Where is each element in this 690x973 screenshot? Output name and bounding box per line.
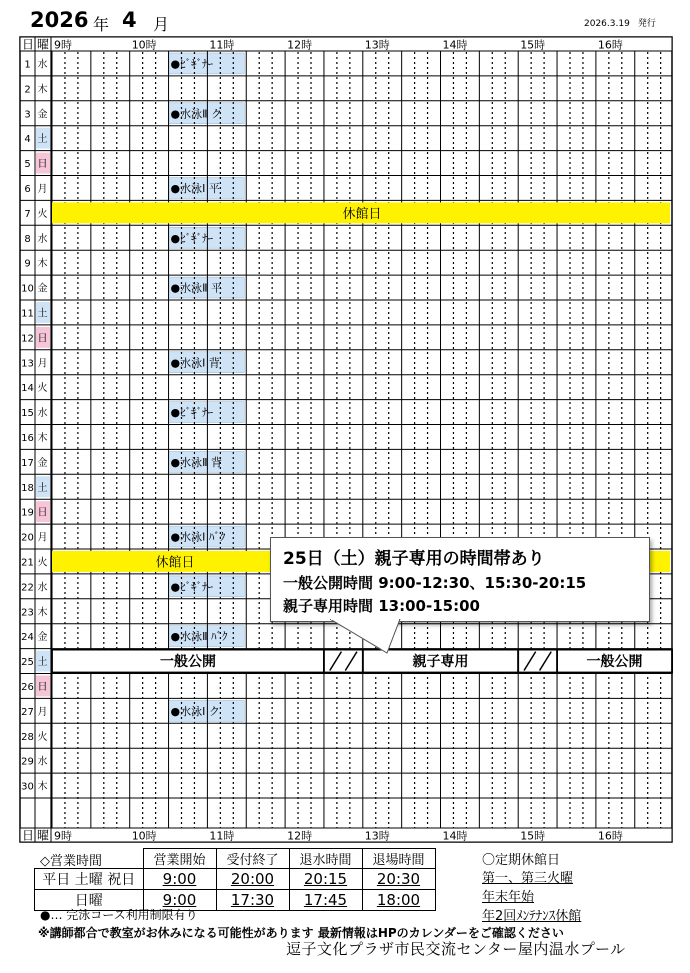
hours-table-header	[35, 849, 436, 869]
weekday-label: 木	[37, 781, 48, 793]
course-label: ●水泳Ⅰ 背	[170, 356, 220, 370]
day25-segment-label: 一般公開	[159, 654, 216, 671]
hour-label: 16時	[597, 829, 623, 843]
course-label: ●水泳Ⅱ ﾊﾞｸ	[170, 630, 228, 644]
day-number: 8	[24, 233, 31, 245]
day-number: 25	[21, 657, 34, 669]
hour-label: 12時	[287, 829, 313, 843]
course-label: ●ﾋﾞｷﾞﾅｰ	[170, 406, 214, 420]
weekday-label: 月	[37, 532, 48, 544]
time-cell: 9:00	[143, 869, 216, 890]
hour-label: 13時	[364, 829, 390, 843]
course-label: ●水泳Ⅱ 平	[170, 281, 223, 295]
day25-callout	[270, 537, 650, 622]
hour-label: 11時	[209, 38, 235, 52]
closure-item: 年2回ﾒﾝﾃﾅﾝｽ休館	[482, 909, 582, 924]
day-number: 15	[21, 408, 34, 420]
weekday-label: 水	[37, 233, 48, 245]
time-cell: 17:45	[289, 890, 362, 911]
weekday-label: 月	[37, 706, 48, 718]
day-number: 24	[21, 632, 34, 644]
grid-frame	[20, 37, 672, 842]
day-header: 日	[22, 37, 35, 52]
day-number: 13	[21, 358, 34, 370]
weekday-label: 日	[37, 333, 48, 345]
day-number: 29	[21, 756, 34, 768]
day-number: 11	[21, 308, 34, 320]
closure-item: 年末年始	[482, 890, 535, 905]
weekday-label: 水	[37, 756, 48, 768]
day-number: 10	[21, 283, 34, 295]
weekday-label: 金	[37, 283, 48, 295]
hour-header-row	[20, 828, 672, 842]
day-number: 5	[24, 159, 31, 171]
weekday-label: 金	[37, 457, 48, 469]
weekday-label: 月	[37, 358, 48, 370]
callout-family-hours: 親子専用時間 13:00-15:00	[283, 597, 480, 615]
weekday-header: 曜	[37, 37, 50, 52]
row-label: 日曜	[35, 890, 144, 911]
hour-label: 11時	[209, 829, 235, 843]
weekday-label: 火	[37, 208, 48, 220]
issued-label: 発行	[637, 19, 656, 29]
hour-label: 15時	[520, 38, 546, 52]
weekday-label: 土	[37, 657, 48, 669]
closure-item: 第一、第三火曜	[482, 871, 574, 886]
hours-title: ◇営業時間	[40, 854, 102, 869]
day-number: 3	[24, 109, 31, 121]
col-reception-end: 受付終了	[216, 849, 289, 869]
weekday-label: 日	[37, 507, 48, 519]
course-label: ●水泳Ⅰ 平	[170, 181, 220, 195]
hour-label: 12時	[287, 38, 313, 52]
day-number: 1	[24, 59, 31, 71]
disclaimer-note: ※講師都合で教室がお休みになる可能性があります 最新情報はHPのカレンダーをご確認ください	[38, 926, 564, 940]
time-cell: 20:30	[362, 869, 435, 890]
month-unit: 月	[153, 15, 170, 34]
col-exit-water: 退水時間	[289, 849, 362, 869]
course-label: ●ﾋﾞｷﾞﾅｰ	[170, 57, 214, 71]
day-number: 6	[24, 183, 31, 195]
weekday-header: 曜	[37, 828, 50, 843]
day-number: 21	[21, 557, 34, 569]
row-label: 平日 土曜 祝日	[35, 869, 144, 890]
weekday-label: 木	[37, 258, 48, 270]
course-label: ●ﾋﾞｷﾞﾅｰ	[170, 231, 214, 245]
day-number: 16	[21, 432, 34, 444]
day-number: 9	[24, 258, 31, 270]
weekday-label: 木	[37, 607, 48, 619]
closed-day-label: 休館日	[342, 206, 382, 222]
callout-title: 25日（土）親子専用の時間帯あり	[283, 549, 545, 569]
transition-block	[518, 650, 557, 673]
hour-label: 16時	[597, 38, 623, 52]
weekday-label: 木	[37, 432, 48, 444]
hour-label: 10時	[131, 38, 157, 52]
day-number: 26	[21, 681, 34, 693]
col-exit-building: 退場時間	[362, 849, 435, 869]
day-number: 17	[21, 457, 34, 469]
hour-label: 14時	[442, 829, 468, 843]
day25-segment-label: 一般公開	[586, 654, 643, 671]
day-header: 日	[22, 828, 35, 843]
day-number: 12	[21, 333, 34, 345]
weekday-label: 水	[37, 408, 48, 420]
day-number: 28	[21, 731, 34, 743]
hours-table	[34, 848, 436, 911]
day-number: 7	[24, 208, 31, 220]
callout-general-hours: 一般公開時間 9:00-12:30、15:30-20:15	[283, 574, 587, 592]
weekday-label: 火	[37, 557, 48, 569]
closed-day-label: 休館日	[155, 555, 195, 571]
callout-pointer	[330, 619, 410, 659]
legend-note: ●… 完泳コース利用制限有り	[40, 908, 198, 922]
weekday-label: 火	[37, 731, 48, 743]
weekday-label: 金	[37, 109, 48, 121]
weekday-label: 土	[37, 482, 48, 494]
time-cell: 9:00	[143, 890, 216, 911]
year-unit: 年	[93, 15, 110, 34]
weekday-label: 水	[37, 582, 48, 594]
year: 2026	[30, 8, 89, 32]
weekday-label: 月	[37, 183, 48, 195]
weekday-label: 水	[37, 59, 48, 71]
hour-label: 15時	[520, 829, 546, 843]
weekday-label: 金	[37, 632, 48, 644]
weekday-label: 土	[37, 134, 48, 146]
day25-segment-label: 親子専用	[412, 654, 469, 671]
day-number: 22	[21, 582, 34, 594]
hour-label: 14時	[442, 38, 468, 52]
facility-name: 逗子文化プラザ市民交流センター屋内温水プール	[286, 940, 626, 958]
time-cell: 20:15	[289, 869, 362, 890]
hour-label: 9時	[54, 38, 72, 52]
hour-label: 10時	[131, 829, 157, 843]
closures-title: 〇定期休館日	[482, 853, 561, 868]
day-number: 19	[21, 507, 34, 519]
day-number: 20	[21, 532, 34, 544]
time-cell: 18:00	[362, 890, 435, 911]
weekday-label: 土	[37, 308, 48, 320]
col-open: 営業開始	[143, 849, 216, 869]
day-number: 23	[21, 607, 34, 619]
hour-label: 9時	[54, 829, 72, 843]
day-number: 4	[24, 134, 31, 146]
weekday-label: 日	[37, 159, 48, 171]
hours-row-weekday	[35, 869, 436, 890]
course-label: ●ﾋﾞｷﾞﾅｰ	[170, 580, 214, 594]
month: 4	[122, 8, 137, 32]
course-label: ●水泳Ⅱ 背	[170, 455, 223, 469]
day-number: 27	[21, 706, 34, 718]
hour-label: 13時	[364, 38, 390, 52]
time-cell: 17:30	[216, 890, 289, 911]
course-label: ●水泳Ⅰ ﾊﾞｸ	[170, 530, 226, 544]
day-number: 30	[21, 781, 34, 793]
weekday-label: 木	[37, 84, 48, 96]
course-label: ●水泳Ⅰ ク	[170, 704, 220, 718]
day-number: 18	[21, 482, 34, 494]
weekday-label: 火	[37, 383, 48, 395]
day-number: 14	[21, 383, 34, 395]
hour-header-row	[20, 37, 672, 51]
day-number: 2	[24, 84, 31, 96]
weekday-label: 日	[37, 681, 48, 693]
issued-date-value: 2026.3.19	[584, 19, 630, 29]
course-label: ●水泳Ⅱ ク	[170, 107, 223, 121]
time-cell: 20:00	[216, 869, 289, 890]
